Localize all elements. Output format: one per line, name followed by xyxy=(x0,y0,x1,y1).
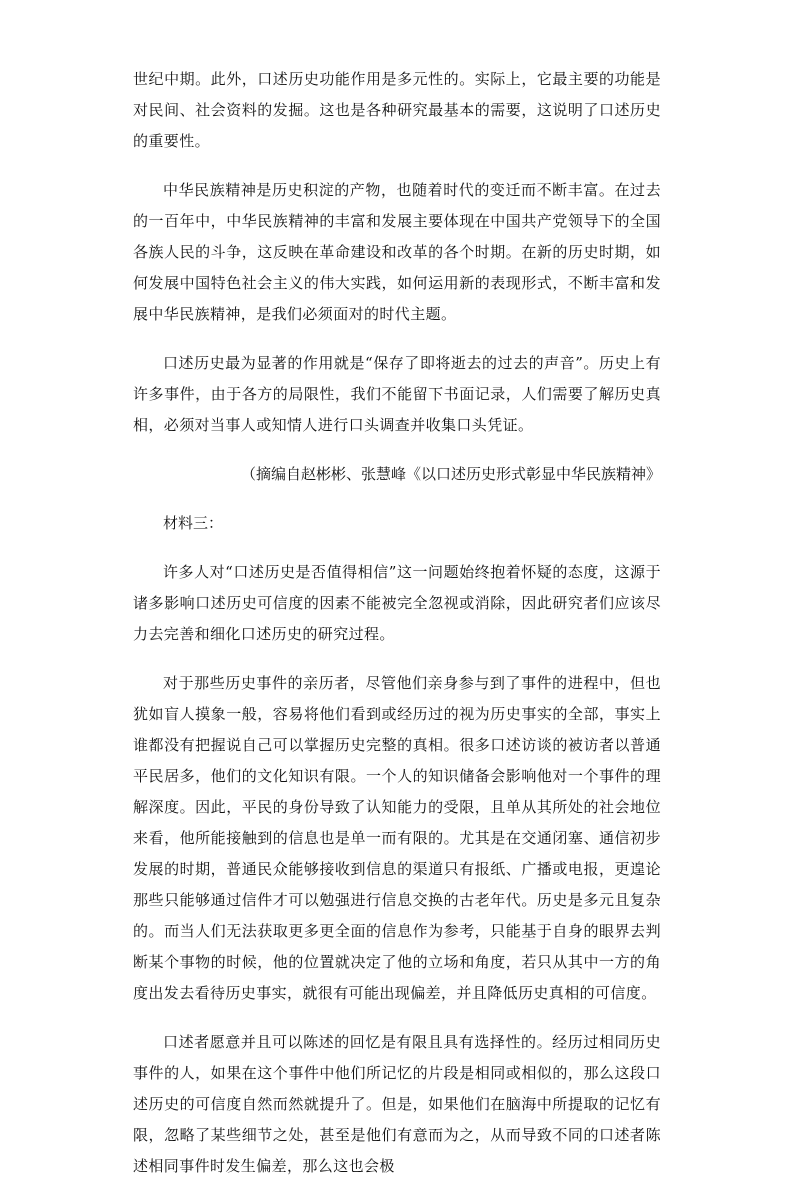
section-heading: 材料三： xyxy=(163,514,224,532)
paragraph-continued: 世纪中期。此外，口述历史功能作用是多元性的。实际上，它最主要的功能是对民间、社会资料的发掘。这也是各种研究最基本的需要，这说明了口述历史的重要性。 xyxy=(133,70,661,150)
paragraph-oral-history-role: 口述历史最为显著的作用就是“保存了即将逝去的过去的声音”。历史上有许多事件，由于各方的局限性，我们不能留下书面记录，人们需要了解历史真相，必须对当事人或知情人进行口头调查并收集口头凭证。 xyxy=(133,354,661,434)
paragraph-credibility: 许多人对“口述历史是否值得相信”这一问题始终抱着怀疑的态度，这源于诸多影响口述历史可信度的因素不能被完全忽视或消除，因此研究者们应该尽力去完善和细化口述历史的研究过程。 xyxy=(133,563,661,643)
paragraph-memory: 口述者愿意并且可以陈述的回忆是有限且具有选择性的。经历过相同历史事件的人，如果在这个事件中他们所记忆的片段是相同或相似的，那么这段口述历史的可信度自然而然就提升了。但是，如果他们在脑海中所提取的记忆有限，忽略了某些细节之处，甚至是他们有意而为之，从而导致不同的口述者陈述相同事件时发生偏差，那么这也会极 xyxy=(133,1033,661,1175)
paragraph-national-spirit: 中华民族精神是历史积淀的产物，也随着时代的变迁而不断丰富。在过去的一百年中，中华民族精神的丰富和发展主要体现在中国共产党领导下的全国各族人民的斗争，这反映在革命建设和改革的各个时期。在新的历史时期，如何发展中国特色社会主义的伟大实践，如何运用新的表现形式，不断丰富和发展中华民族精神，是我们必须面对的时代主题。 xyxy=(133,181,661,323)
source-citation: （摘编自赵彬彬、张慧峰《以口述历史形式彰显中华民族精神》 xyxy=(240,465,661,483)
paragraph-witnesses: 对于那些历史事件的亲历者，尽管他们亲身参与到了事件的进程中，但也犹如盲人摸象一般，容易将他们看到或经历过的视为历史事实的全部，事实上谁都没有把握说自己可以掌握历史完整的真相。很多口述访谈的被访者以普通平民居多，他们的文化知识有限。一个人的知识储备会影响他对一个事件的理解深度。因此，平民的身份导致了认知能力的受限，且单从其所处的社会地位来看，他所能接触到的信息也是单一而有限的。尤其是在交通闭塞、通信初步发展的时期，普通民众能够接收到信息的渠道只有报纸、广播或电报，更遑论那些只能够通过信件才可以勉强进行信息交换的古老年代。历史是多元且复杂的。而当人们无法获取更多更全面的信息作为参考，只能基于自身的眼界去判断某个事物的时候，他的位置就决定了他的立场和角度，若只从其中一方的角度出发去看待历史事实，就很有可能出现偏差，并且降低历史真相的可信度。 xyxy=(133,674,661,1002)
document-body xyxy=(133,64,661,1200)
